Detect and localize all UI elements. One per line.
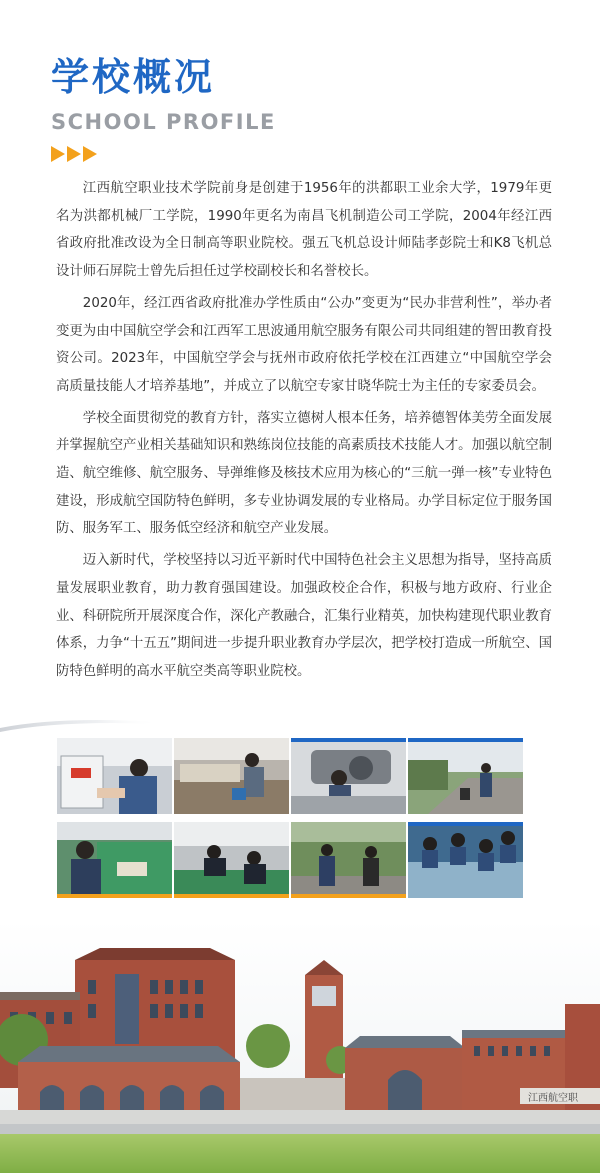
triangle-arrow-icon [67, 146, 81, 162]
profile-body [56, 175, 552, 690]
triangle-arrow-icon [83, 146, 97, 162]
page-subtitle: SCHOOL PROFILE [51, 110, 276, 134]
arrow-decoration [51, 146, 99, 166]
photo-engine-maintenance [57, 738, 172, 814]
photo-aircraft-engine [291, 738, 406, 814]
triangle-arrow-icon [51, 146, 65, 162]
photo-electronics-lab [174, 822, 289, 898]
paragraph-mission: 学校全面贯彻党的教育方针，落实立德树人根本任务，培养德智体美劳全面发展并掌握航空产业相关基础知识和熟练岗位技能的高素质技术技能人才。加强以航空制造、航空维修、航空服务、导弹维修及核技术应用为核心的“三航一弹一核”专业特色建设，形成航空国防特色鲜明，多专业协调发展的专业格局。办学目标定位于服务国防、服务军工、服务低空经济和航空产业发展。 [56, 410, 552, 537]
campus-building-illustration [0, 920, 600, 1173]
photo-field-instruction [291, 822, 406, 898]
paragraph-history: 江西航空职业技术学院前身是创建于1956年的洪都职工业余大学，1979年更名为洪都机械厂工学院，1990年更名为南昌飞机制造公司工学院，2004年经江西省政府批准改设为全日制高等职业院校。强五飞机总设计师陆孝彭院士和K8飞机总设计师石屏院士曾先后担任过学校副校长和名誉校长。 [56, 181, 552, 280]
photo-workshop-bench [174, 738, 289, 814]
page-title: 学校概况 [51, 55, 216, 99]
paragraph-vision: 迈入新时代，学校坚持以习近平新时代中国特色社会主义思想为指导，坚持高质量发展职业教育，助力教育强国建设。加强政校企合作，积极与地方政府、行业企业、科研院所开展深度合作，深化产教融合，汇集行业精英，加快构建现代职业教育体系，力争“十五五”期间进一步提升职业教育办学层次，把学校打造成一所航空、国防特色鲜明的高水平航空类高等职业院校。 [56, 553, 552, 679]
photo-circuit-training [57, 822, 172, 898]
campus-sign: 江西航空职 [528, 1093, 578, 1104]
paragraph-governance: 2020年，经江西省政府批准办学性质由“公办”变更为“民办非营利性”，举办者变更为由中国航空学会和江西军工思波通用航空服务有限公司共同组建的智田教育投资公司。2023年，中国航空学会与抚州市政府依托学校在江西建立“中国航空学会高质量技能人才培养基地”，并成立了以航空专家甘晓华院士为主任的专家委员会。 [56, 295, 552, 394]
photo-outdoor-training [408, 738, 523, 814]
photo-group-practice [408, 822, 523, 898]
